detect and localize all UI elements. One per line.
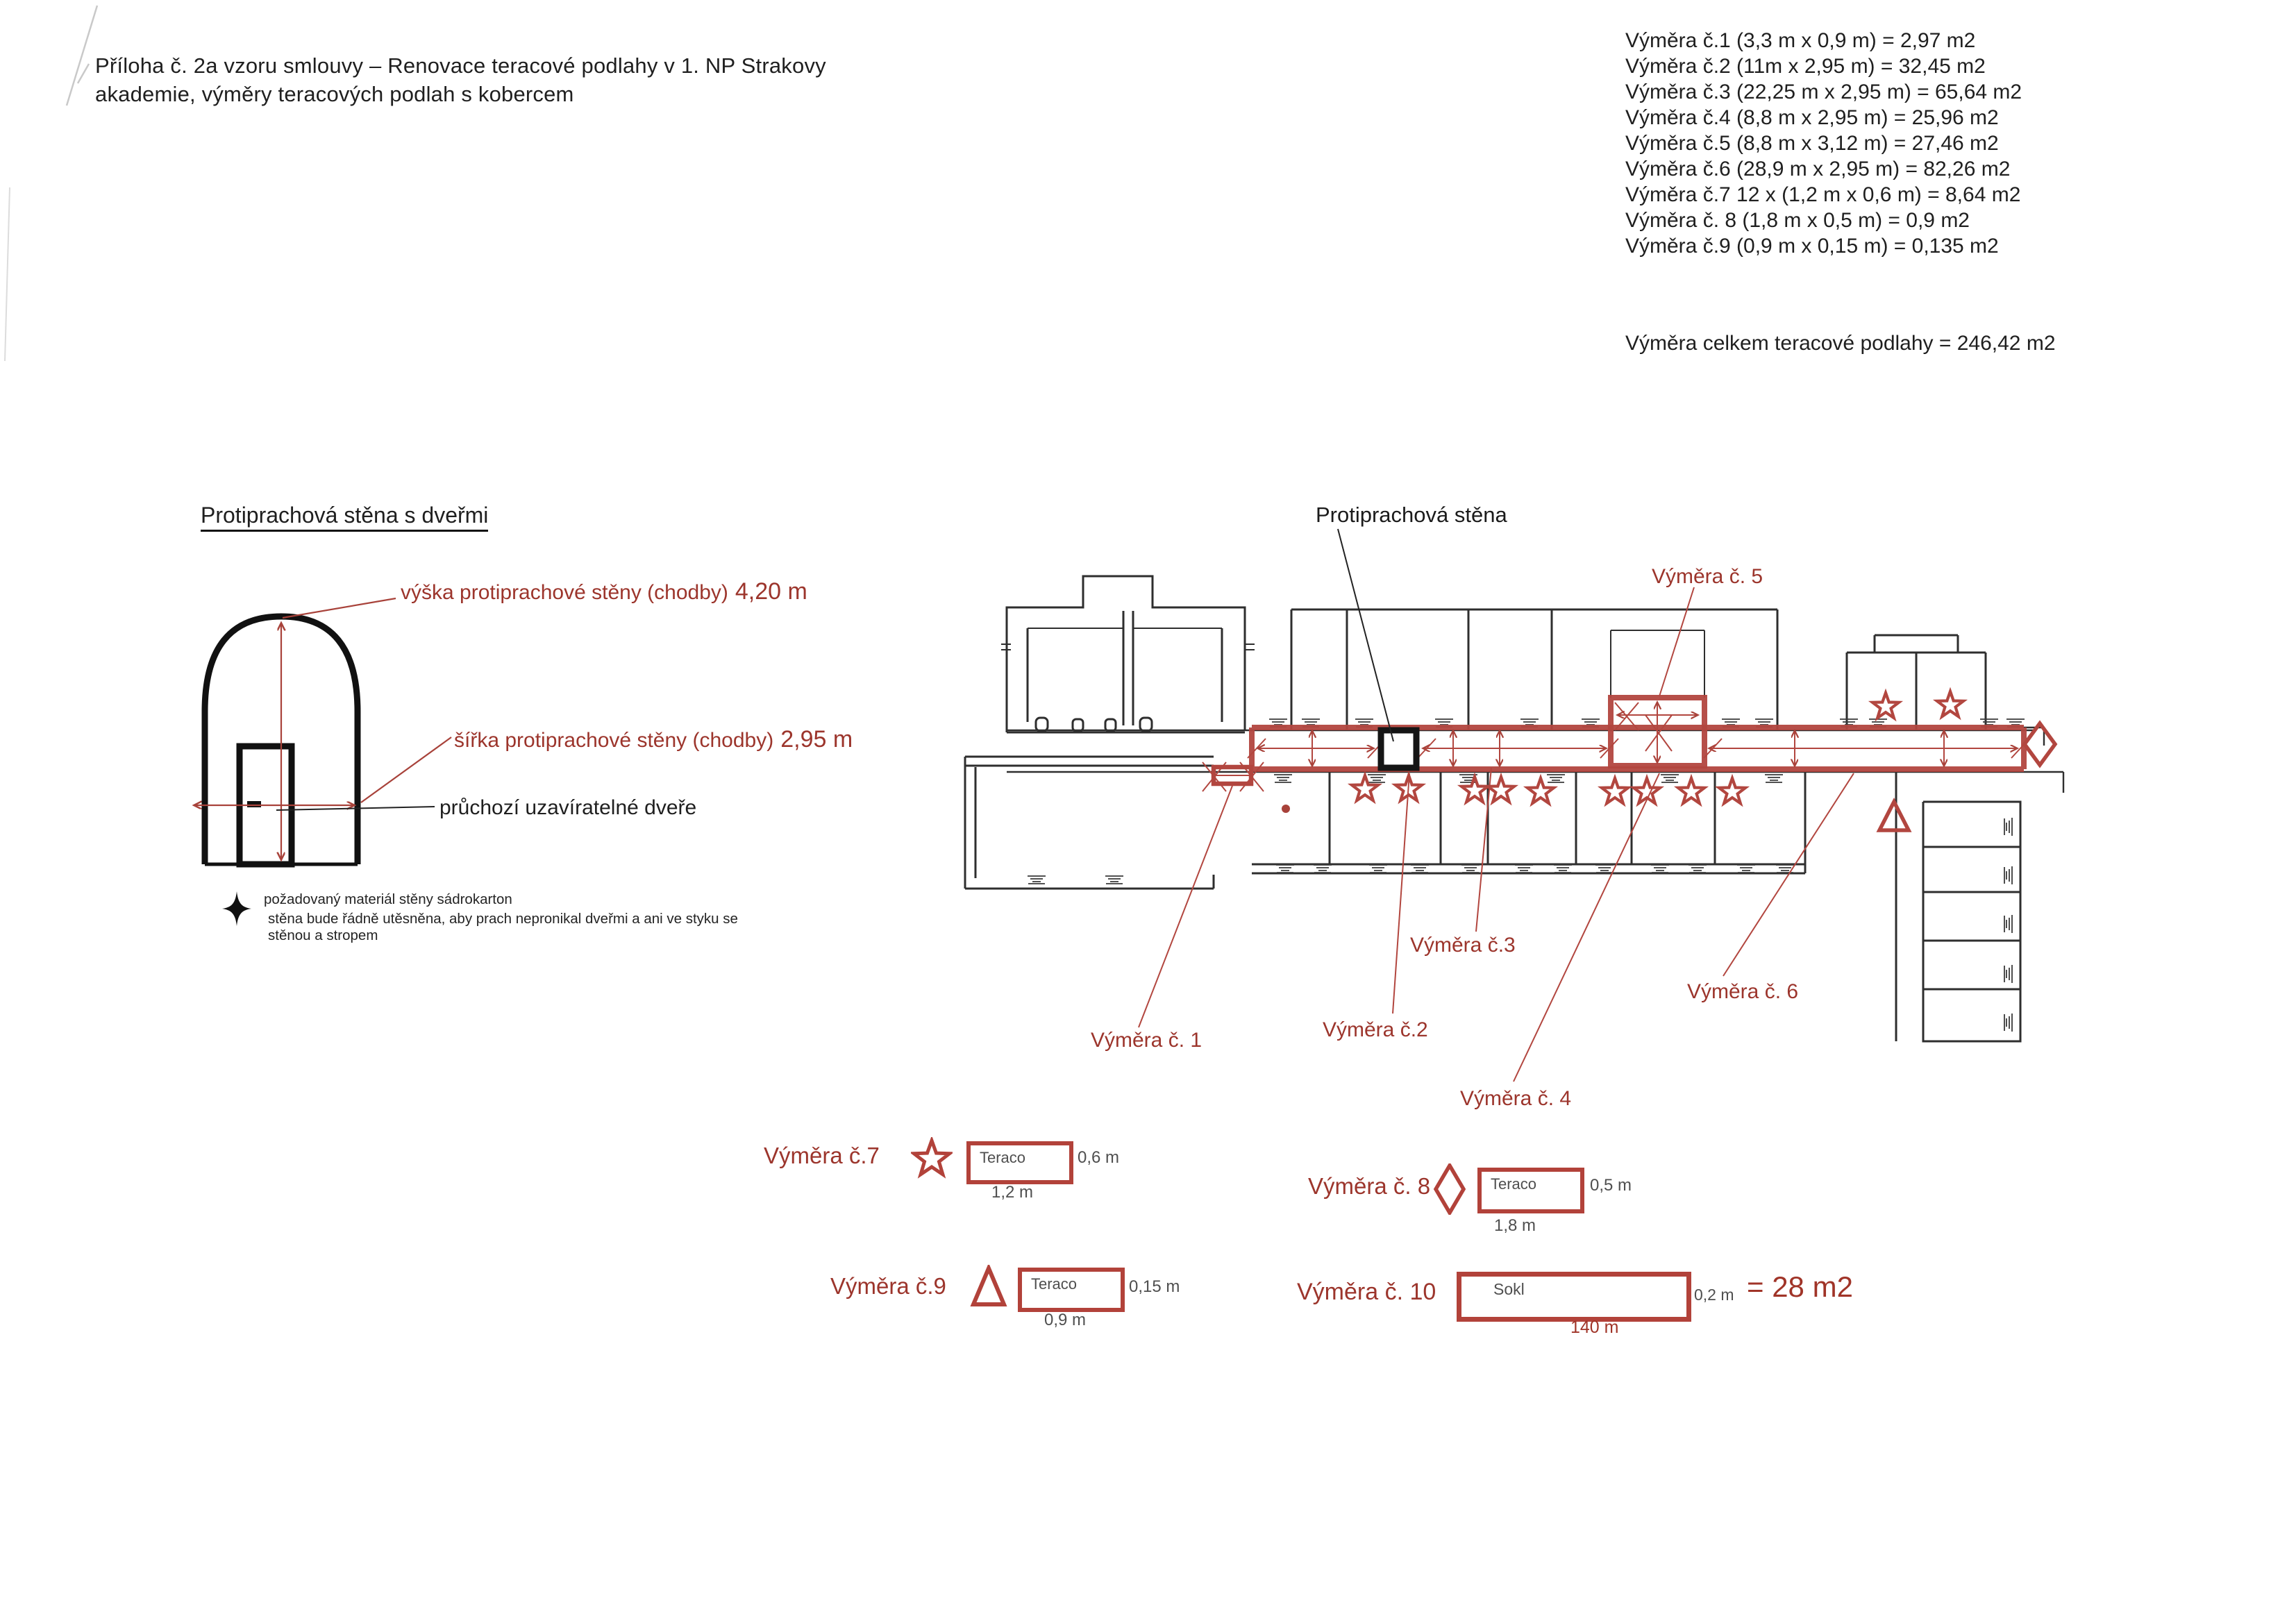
legend8-label: Výměra č. 8 — [1308, 1173, 1431, 1199]
measurement-line: Výměra č.4 (8,8 m x 2,95 m) = 25,96 m2 — [1625, 106, 1999, 129]
diamond-icon — [1433, 1163, 1466, 1215]
material-note: požadovaný materiál stěny sádrokarton — [264, 891, 512, 907]
legend10-swatch — [1457, 1272, 1691, 1322]
area4-label: Výměra č. 4 — [1460, 1087, 1572, 1110]
triangle-icon — [969, 1265, 1008, 1308]
area6-callout — [1723, 773, 1854, 976]
door-handle — [247, 801, 261, 807]
legend7-height: 0,6 m — [1078, 1148, 1120, 1167]
legend10-width: 140 m — [1570, 1318, 1619, 1337]
measurement-line: Výměra č.7 12 x (1,2 m x 0,6 m) = 8,64 m2 — [1625, 183, 2021, 206]
document-title-line: Příloha č. 2a vzoru smlouvy – Renovace teracové podlahy v 1. NP Strakovy — [95, 53, 826, 78]
legend10-area: = 28 m2 — [1747, 1270, 1853, 1303]
width-callout-line — [361, 737, 451, 802]
legend9-height: 0,15 m — [1129, 1277, 1180, 1296]
plan-wall-label: Protiprachová stěna — [1316, 503, 1507, 527]
star-icon — [1678, 778, 1704, 803]
legend9-swatch — [1018, 1268, 1125, 1312]
legend7-width: 1,2 m — [991, 1183, 1034, 1202]
legend8-swatch-label: Teraco — [1491, 1175, 1537, 1193]
area4-callout — [1514, 773, 1659, 1082]
width-annotation-text: šířka protiprachové stěny (chodby) — [454, 729, 774, 752]
star-icon — [1352, 775, 1378, 800]
measurement-line: Výměra č.6 (28,9 m x 2,95 m) = 82,26 m2 — [1625, 158, 2011, 180]
measurement-list — [1625, 28, 2022, 259]
area2-label: Výměra č.2 — [1323, 1018, 1428, 1041]
star-icon — [1872, 693, 1899, 718]
area6-label: Výměra č. 6 — [1687, 980, 1799, 1003]
star-icon — [1602, 778, 1628, 803]
legend8-width: 1,8 m — [1494, 1216, 1536, 1235]
wall-section-heading-text: Protiprachová stěna s dveřmi — [201, 503, 488, 532]
measurement-line: Výměra č.2 (11m x 2,95 m) = 32,45 m2 — [1625, 55, 1986, 78]
legend10-label: Výměra č. 10 — [1297, 1279, 1436, 1305]
area3-callout — [1476, 768, 1491, 932]
door-annotation: průchozí uzavíratelné dveře — [439, 796, 697, 819]
star-icon — [911, 1137, 953, 1181]
measurement-line: Výměra č.9 (0,9 m x 0,15 m) = 0,135 m2 — [1625, 235, 1999, 258]
width-annotation — [454, 726, 853, 753]
legend8-swatch — [1477, 1168, 1584, 1213]
legend10-swatch-label: Sokl — [1493, 1280, 1525, 1298]
area5-label: Výměra č. 5 — [1652, 565, 1763, 588]
legend7-swatch-label: Teraco — [980, 1149, 1026, 1166]
dust-wall-door-marker — [1381, 730, 1416, 768]
star-icon — [1488, 777, 1514, 802]
height-annotation-text: výška protiprachové stěny (chodby) — [401, 581, 728, 604]
triangle-icon — [1879, 802, 1909, 830]
width-annotation-value: 2,95 m — [780, 726, 853, 752]
legend7-label: Výměra č.7 — [764, 1143, 880, 1168]
area3-label: Výměra č.3 — [1410, 934, 1516, 957]
wall-section-heading — [201, 503, 488, 528]
legend9-width: 0,9 m — [1044, 1311, 1087, 1329]
area1-label: Výměra č. 1 — [1091, 1029, 1203, 1052]
measurement-line: Výměra č. 8 (1,8 m x 0,5 m) = 0,9 m2 — [1625, 209, 1970, 232]
measurement-line: Výměra č.5 (8,8 m x 3,12 m) = 27,46 m2 — [1625, 132, 1999, 155]
height-callout-line — [283, 598, 396, 618]
legend8-height: 0,5 m — [1590, 1176, 1632, 1195]
document-title — [95, 51, 826, 108]
plan-highlight — [1139, 587, 2055, 1082]
height-annotation-value: 4,20 m — [735, 578, 807, 605]
measurement-line: Výměra č.3 (22,25 m x 2,95 m) = 65,64 m2 — [1625, 81, 2022, 103]
star-icon — [1719, 778, 1745, 803]
area2-callout — [1393, 773, 1409, 1014]
height-annotation — [401, 578, 807, 605]
measurement-line: Výměra č.1 (3,3 m x 0,9 m) = 2,97 m2 — [1625, 29, 1976, 52]
star-icon — [1937, 691, 1963, 716]
legend7-swatch — [966, 1141, 1073, 1184]
document-title-line: akademie, výměry teracových podlah s kobercem — [95, 82, 574, 106]
area5-callout — [1659, 587, 1694, 696]
legend10-height: 0,2 m — [1694, 1286, 1734, 1304]
sparkle-star-icon — [221, 890, 253, 929]
floor-plan — [923, 486, 2076, 1125]
seal-note-line: stěnou a stropem — [268, 927, 378, 943]
legend9-label: Výměra č.9 — [830, 1273, 946, 1299]
seal-note-line: stěna bude řádně utěsněna, aby prach nepronikal dveřmi a ani ve styku se — [268, 911, 738, 927]
legend9-swatch-label: Teraco — [1031, 1275, 1078, 1293]
area1-callout — [1139, 786, 1232, 1027]
measurement-total: Výměra celkem teracové podlahy = 246,42 m2 — [1625, 332, 2056, 355]
